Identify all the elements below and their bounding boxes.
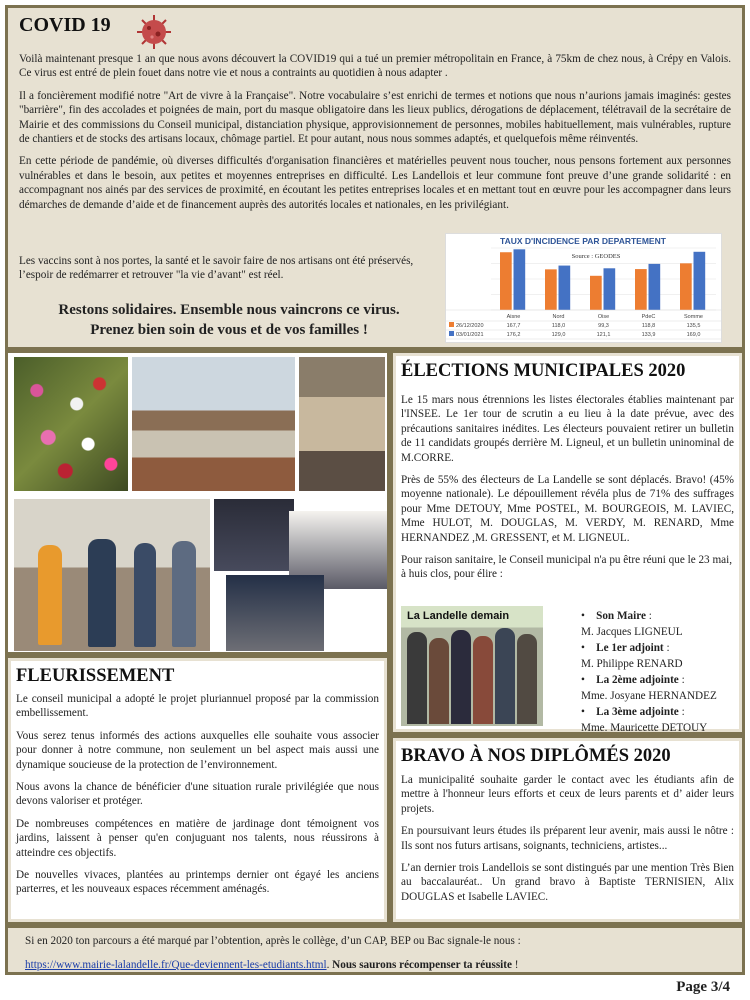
legend-swatch	[449, 322, 454, 327]
role-name: M. Philippe RENARD	[581, 658, 683, 670]
banner-bold-text: Nous saurons récompenser ta réussite	[332, 959, 512, 971]
chart-data-label: 99,3	[598, 323, 609, 329]
covid-slogan: Restons solidaires. Ensemble nous vaincrons ce virus.	[58, 302, 400, 318]
chart-data-label: 169,0	[686, 332, 701, 338]
chart-category-label: Oise	[597, 314, 610, 320]
chart-category-label: PdeC	[641, 314, 656, 320]
diplomes-paragraph: La municipalité souhaite garder le contact avec les étudiants afin de mettre à l'honneur leurs efforts et ceux de leurs parents et d’ aider leurs projets.	[401, 774, 734, 815]
bar	[680, 263, 692, 310]
legend-swatch	[449, 331, 454, 336]
photo-collage	[5, 350, 390, 655]
bar	[514, 249, 526, 310]
role-label: Le 1er adjoint	[596, 642, 664, 654]
covid-paragraph: Voilà maintenant presque 1 an que nous avons découvert la COVID19 qui a tué un premier métropolitain en France, à 75km de chez nous, à Crépy en Valois. Ce virus est entré de plein fouet dans notre vie et nous a contraints au quotidien à nous adapter .	[19, 53, 731, 80]
elections-title: ÉLECTIONS MUNICIPALES 2020	[401, 361, 686, 381]
fleurissement-paragraph: Nous avons la chance de bénéficier d'une situation rurale privilégiée que nous devons valoriser et protéger.	[16, 781, 379, 808]
chart-category-label: Nord	[552, 314, 565, 320]
chart-data-label: 118,0	[551, 323, 566, 329]
banner-text: Si en 2020 ton parcours a été marqué par l’obtention, après le collège, d’un CAP, BEP ou Bac signale-le nous :	[25, 935, 521, 947]
fleurissement-paragraph: De nombreuses compétences en matière de jardinage dont témoignent vos jardins, laissent à penser qu'en conjuguant nos talents, nous réussirons à atteindre ces objectifs.	[16, 817, 379, 859]
diplomes-title: BRAVO À NOS DIPLÔMÉS 2020	[401, 746, 671, 766]
covid-paragraph: En cette période de pandémie, où diverses difficultés d'organisation financières et matérielles peuvent nous toucher, nous pensons fortement aux personnes vulnérables et dans le besoin, aux petites et moyennes entreprises en difficulté. Les Landellois et leur commune font preuve d’une grande solidarité : en accompagnant nos ainés par des services de proximité, en écoutant les petites entreprises locales et en mettant tout en œuvre pour les accompagner dans leurs démarches de demande d’aide et de financement auprès des autorités locales et nationales, en les privilégiant.	[19, 155, 731, 211]
fleurissement-title: FLEURISSEMENT	[16, 666, 175, 686]
role-label: La 2ème adjointe	[596, 674, 679, 686]
ballot-photo	[299, 357, 385, 491]
fleurissement-paragraph: Le conseil municipal a adopté le projet pluriannuel proposé par la commission embellissement.	[16, 693, 379, 720]
banner-text: !	[511, 959, 519, 971]
bar	[694, 252, 706, 310]
council-photo	[401, 606, 543, 726]
bullet-icon: •	[581, 642, 597, 654]
bar	[590, 276, 602, 310]
students-banner	[5, 925, 745, 975]
chart-data-label: 176,2	[506, 332, 521, 338]
role-label: La 3ème adjointe	[596, 706, 679, 718]
bar	[500, 252, 512, 310]
council-photo-caption: La Landelle demain	[407, 610, 510, 622]
chart-data-label: 129,0	[551, 332, 566, 338]
incidence-chart	[445, 233, 722, 343]
elections-paragraph: Le 15 mars nous étrennions les listes électorales établies maintenant par l'INSEE. Le 1er tour de scrutin a eu lieu à la date prévue, avec des précautions sanitaires inédites. Les électeurs pouvaient retirer un bulletin de 11 candidats groupés derrière M. Ligneul, et un bulletin uninominal de M.CORRE.	[401, 394, 734, 464]
role-name: M. Jacques LIGNEUL	[581, 626, 683, 638]
chart-data-label: 135,5	[686, 323, 701, 329]
ceremony-photo	[226, 575, 324, 651]
diplomes-section	[390, 735, 745, 925]
incidence-chart-svg	[446, 234, 721, 342]
chart-data-label: 121,1	[596, 332, 611, 338]
page-number: Page 3/4	[676, 979, 730, 995]
fleurissement-section	[5, 655, 390, 925]
flowers-photo	[14, 357, 128, 491]
covid-slogan: Prenez bien soin de vous et de vos familles !	[90, 322, 368, 338]
chart-category-label: Aisne	[506, 314, 521, 320]
legend-label: 03/01/2021	[456, 332, 484, 338]
diplomes-paragraph: En poursuivant leurs études ils préparent leur avenir, mais aussi le nôtre : Ils sont nos futurs artisans, soignants, techniciens, artistes...	[401, 825, 734, 852]
bullet-icon: •	[581, 610, 597, 622]
elections-paragraph: Près de 55% des électeurs de La Landelle se sont déplacés. Bravo! (45% moyenne nationale). Le dépouillement révéla plus de 71% des suffrages pour Mme DETOUY, Mme POSTEL, M. BOURGEOIS, M. LAVIEC, Mme HULOT, M. DOUGLAS, M. VERDY, M. RENARD, Mme HERNANDEZ ,M. GRESSENT, et M. LIGNEUL.	[401, 474, 734, 544]
diplomes-paragraph: L’an dernier trois Landellois se sont distingués par une mention Très Bien au baccalauréat.. Un grand bravo à Baptiste TERNISIEN, Alix DOUGLAS et Isabelle LAVIEC.	[401, 862, 734, 903]
chart-data-label: 167,7	[506, 323, 521, 329]
covid-title: COVID 19	[19, 14, 111, 36]
fleurissement-paragraph: Vous serez tenus informés des actions auxquelles elle souhaite vous associer pour donner à notre commune, non seulement un bel aspect mais aussi une dynamique soucieuse de la protection de l’environnement.	[16, 729, 379, 771]
virus-icon	[136, 14, 172, 50]
elections-paragraph: Pour raison sanitaire, le Conseil municipal n'a pu être réuni que le 23 mai, à huis clos, pour élire :	[401, 554, 733, 581]
chart-subtitle: Source : GEODES	[571, 253, 621, 260]
bar	[604, 268, 616, 310]
bar	[635, 269, 647, 310]
students-link[interactable]: https://www.mairie-lalandelle.fr/Que-deviennent-les-etudiants.html	[25, 959, 327, 971]
bar	[545, 269, 557, 310]
bar	[559, 266, 571, 310]
role-label: Son Maire	[596, 610, 646, 622]
covid-paragraph: Les vaccins sont à nos portes, la santé et le savoir faire de nos artisans ont été préservés, l’espoir de redémarrer et retrouver "la vie d’avant" est réel.	[19, 255, 414, 282]
banner-text: .	[326, 959, 333, 971]
bullet-icon: •	[581, 706, 597, 718]
bullet-icon: •	[581, 674, 597, 686]
chart-title: TAUX D'INCIDENCE PAR DEPARTEMENT	[500, 236, 666, 246]
elections-section	[390, 350, 745, 735]
legend-label: 26/12/2020	[456, 323, 484, 329]
garden-photo	[132, 357, 295, 491]
elected-officials-list: • Son Maire : M. Jacques LIGNEUL • Le 1er adjoint : M. Philippe RENARD • La 2ème adjointe : Mme. Josyane HERNANDEZ • La 3ème adjointe : Mme. Mauricette DETOUY	[581, 608, 741, 736]
covid-paragraph: Il a foncièrement modifié notre "Art de vivre à la Française". Notre vocabulaire s’est enrichi de termes et notions que nous n’aurions jamais imaginés: gestes "barrière", fin des accolades et poignées de main, port du masque obligatoire dans les lieux publics, dérogations de déplacement, télétravail de la secrétaire de Mairie et des commissions du Conseil municipal, distanciation physique, approvisionnement de personnes, mobiles habituellement, mais vulnérables, rupture de chantiers et de stocks des artisans locaux, chômage partiel. Et pour autant, nous nous sommes adaptés, et quelquefois même réinventés.	[19, 89, 731, 146]
chart-category-label: Somme	[684, 314, 703, 320]
chart-data-label: 133,9	[641, 332, 656, 338]
chart-data-label: 118,8	[641, 323, 656, 329]
bar	[649, 264, 661, 310]
graduates-photo	[14, 499, 210, 651]
ceremony-photo	[214, 499, 294, 571]
fleurissement-paragraph: De nouvelles vivaces, plantées au printemps dernier ont égayé les anciens parterres, et les nouveaux espaces récemment aménagés.	[16, 869, 379, 896]
role-name: Mme. Mauricette DETOUY	[581, 722, 708, 734]
role-name: Mme. Josyane HERNANDEZ	[581, 690, 717, 702]
